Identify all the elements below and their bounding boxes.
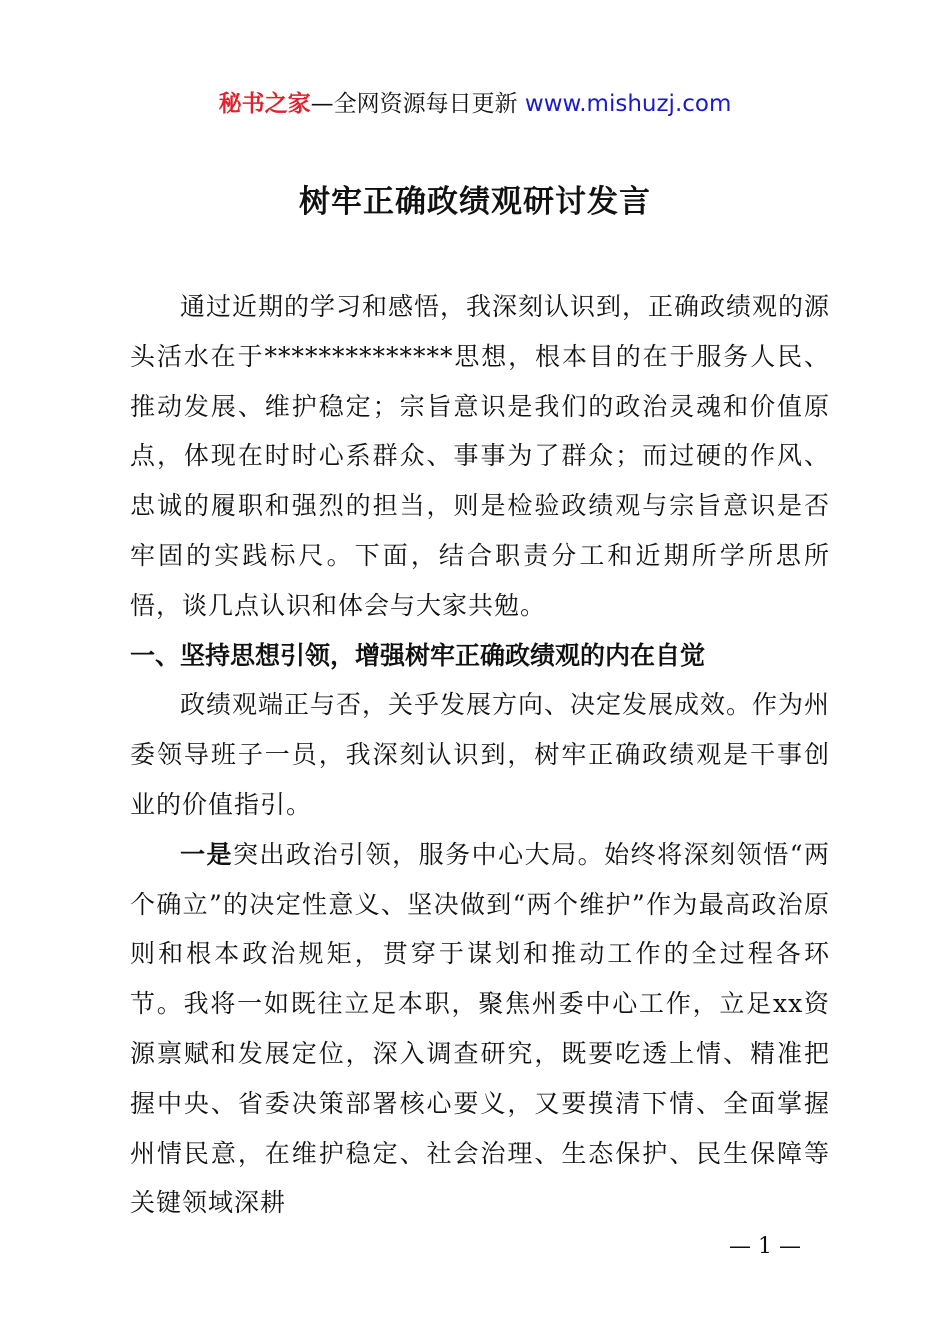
site-url-link[interactable]: www.mishuzj.com (524, 91, 732, 117)
brand-name: 秘书之家 (218, 91, 311, 117)
section-1-paragraph: 政绩观端正与否，关乎发展方向、决定发展成效。作为州委领导班子一员，我深刻认识到，树牢正确政绩观是干事创业的价值指引。 (130, 690, 831, 819)
point-1-lead: 一是 (180, 839, 234, 869)
header-tagline: —全网资源每日更新 (310, 91, 518, 117)
point-1-text: 突出政治引领，服务中心大局。始终将深刻领悟“两个确立”的决定性意义、坚决做到“两个维护”作为最高政治原则和根本政治规矩，贯穿于谋划和推动工作的全过程各环节。我将一如既往立足本职，聚焦州委中心工作，立足xx资源禀赋和发展定位，深入调查研究，既要吃透上情、精准把握中央、省委决策部署核心要义，又要摸清下情、全面掌握州情民意，在维护稳定、社会治理、生态保护、民生保障等关键领域深耕 (130, 839, 830, 1218)
site-header-banner (0, 88, 950, 120)
page-number: — 1 — (729, 1234, 801, 1259)
intro-paragraph: 通过近期的学习和感悟，我深刻认识到，正确政绩观的源头活水在于**************思想，根本目的在于服务人民、推动发展、维护稳定；宗旨意识是我们的政治灵魂和价值原点，体现在时时心系群众、事事为了群众；而过硬的作风、忠诚的履职和强烈的担当，则是检验政绩观与宗旨意识是否牢固的实践标尺。下面，结合职责分工和近期所学所思所悟，谈几点认识和体会与大家共勉。 (130, 292, 831, 620)
point-1-paragraph (130, 830, 830, 1228)
document-body (130, 282, 830, 1228)
section-1-heading: 一、坚持思想引领，增强树牢正确政绩观的内在自觉 (130, 640, 706, 670)
document-title: 树牢正确政绩观研讨发言 (299, 184, 651, 220)
